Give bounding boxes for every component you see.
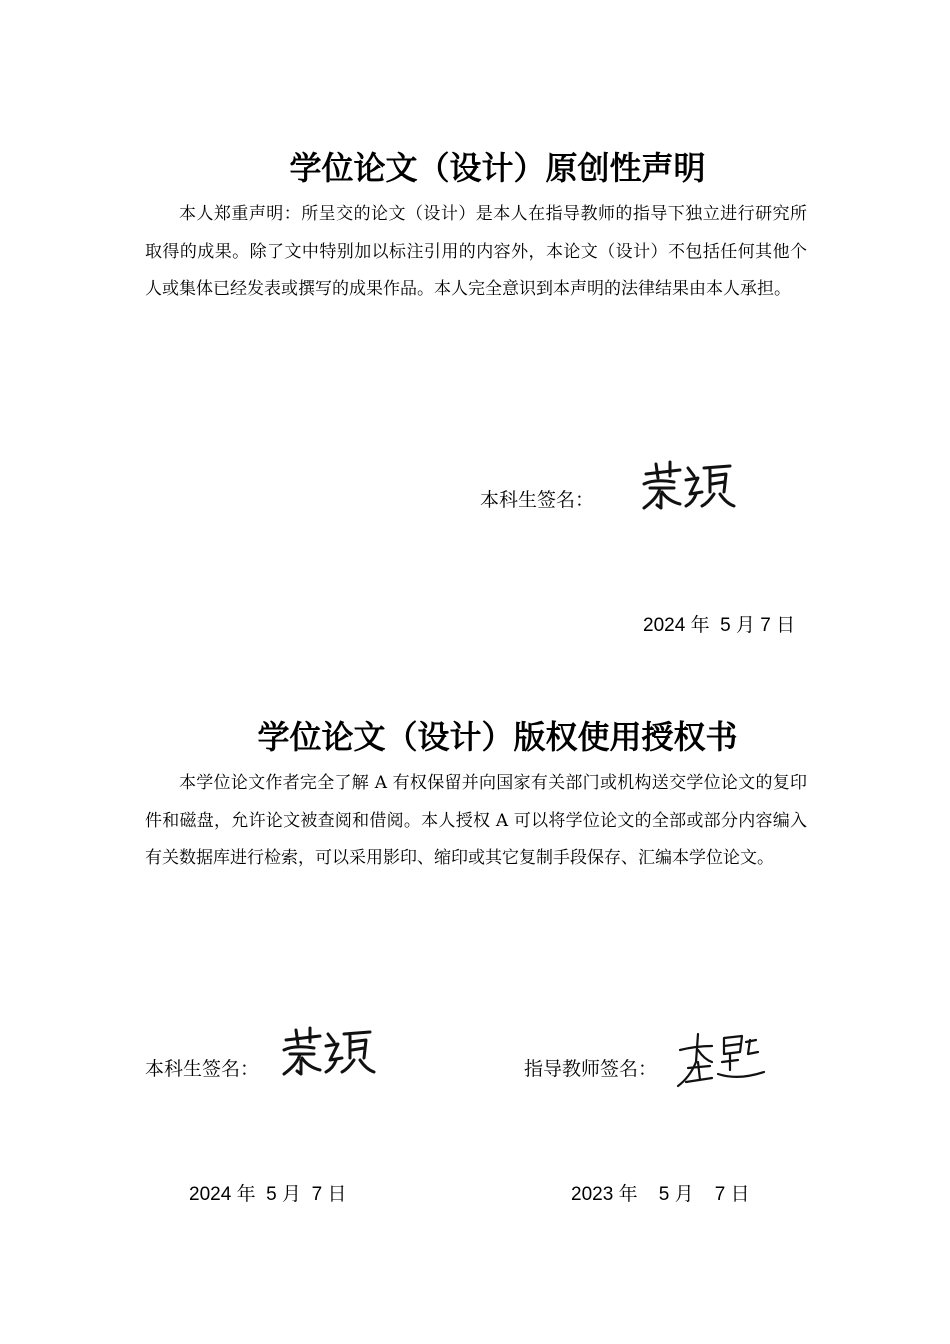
date-year-unit: 年 <box>690 614 710 636</box>
date-day: 7 <box>311 1184 323 1205</box>
date-year: 2023 <box>571 1184 614 1205</box>
declaration-body: 本人郑重声明：所呈交的论文（设计）是本人在指导教师的指导下独立进行研究所取得的成果。除了文中特别加以标注引用的内容外，本论文（设计）不包括任何其他个人或集体已经发表或撰写的成果作品。本人完全意识到本声明的法律结果由本人承担。 <box>145 204 807 299</box>
declaration-title: 学位论文（设计）原创性声明 <box>289 149 706 187</box>
date-day-unit: 日 <box>730 1183 750 1205</box>
date-day-unit: 日 <box>776 614 796 636</box>
declaration-student-sign-label: 本科生签名： <box>480 489 595 511</box>
date-year: 2024 <box>643 615 686 636</box>
authorization-advisor-date <box>571 1182 750 1207</box>
authorization-student-signature <box>280 1024 376 1080</box>
authorization-body: 本学位论文作者完全了解 A 有权保留并向国家有关部门或机构送交学位论文的复印件和磁盘，允许论文被查阅和借阅。本人授权 A 可以将学位论文的全部或部分内容编入有关数据库进行检索，可以采用影印、缩印或其它复制手段保存、汇编本学位论文。 <box>145 773 807 868</box>
authorization-title: 学位论文（设计）版权使用授权书 <box>257 718 738 756</box>
date-month: 5 <box>720 615 731 636</box>
date-year: 2024 <box>189 1184 232 1205</box>
advisor-signature <box>676 1028 768 1090</box>
date-day-unit: 日 <box>327 1183 347 1205</box>
advisor-sign-label: 指导教师签名： <box>524 1058 658 1080</box>
date-month-unit: 月 <box>736 614 756 636</box>
date-day: 7 <box>760 615 771 636</box>
date-month-unit: 月 <box>282 1183 302 1205</box>
date-year-unit: 年 <box>618 1183 638 1205</box>
date-month-unit: 月 <box>674 1183 694 1205</box>
date-year-unit: 年 <box>236 1183 256 1205</box>
date-month: 5 <box>658 1184 670 1205</box>
authorization-student-date <box>189 1182 346 1207</box>
authorization-student-sign-label: 本科生签名： <box>145 1058 260 1080</box>
date-month: 5 <box>266 1184 277 1205</box>
declaration-student-signature <box>640 458 736 514</box>
date-day: 7 <box>714 1184 726 1205</box>
declaration-date <box>643 613 795 638</box>
